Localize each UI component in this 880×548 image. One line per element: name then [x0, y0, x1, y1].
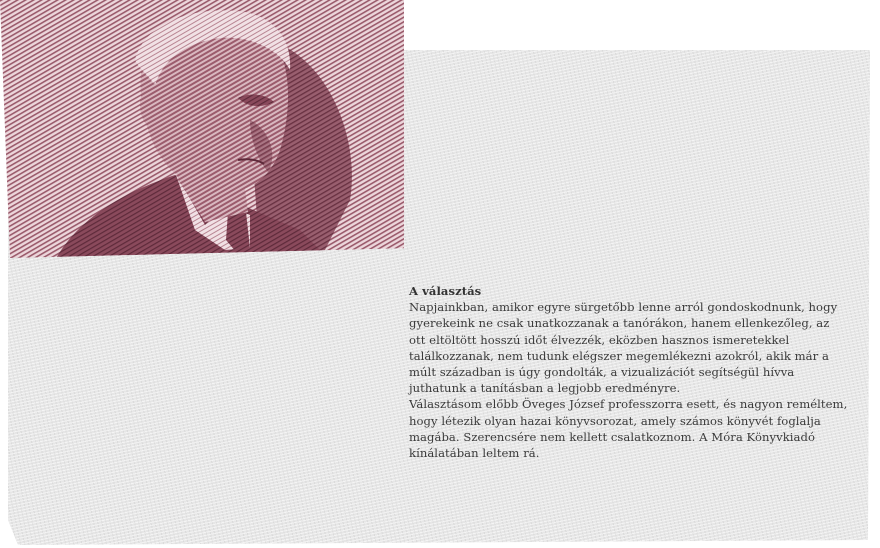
article-paragraph-2: Választásom előbb Öveges József professzorra esett, és nagyon reméltem, hogy létezik olyan hazai könyvsorozat, amely számos könyvét foglalja magába. Szerencsére nem kellett csalatkoznom. A Móra Könyvkiadó kínálatában leltem rá. — [409, 397, 848, 461]
portrait-ear — [140, 83, 164, 127]
portrait-photo — [0, 0, 404, 258]
article-text — [409, 283, 849, 461]
article-paragraph-1: Napjainkban, amikor egyre sürgetőbb lenne arról gondoskodnunk, hogy gyerekeink ne csak unatkozzanak a tanórákon, hanem ellenkezőleg, az ott eltöltött hosszú időt élvezzék, eközben hasznos ismeretekkel találkozzanak, nem tudunk elégszer megemlékezni azokról, akik már a múlt században is úgy gondolták, a vizualizációt segítségül hívva juthatunk a tanításban a legjobb eredményre. — [409, 300, 838, 396]
article-heading: A választás — [409, 284, 482, 298]
